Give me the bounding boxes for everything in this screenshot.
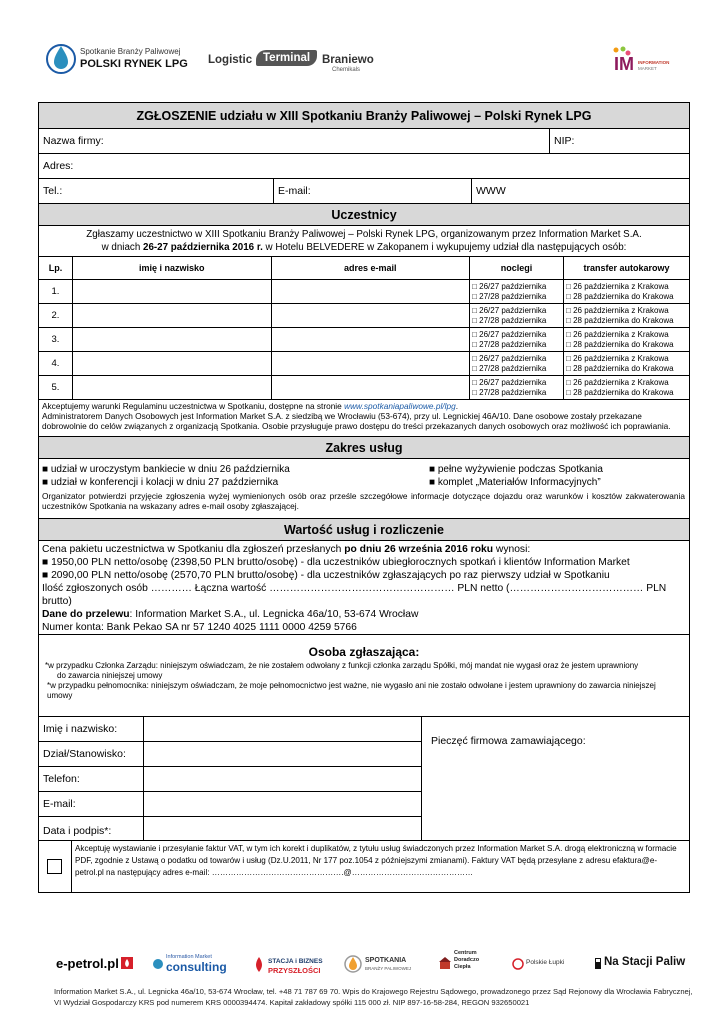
col-lp: Lp. [39, 257, 73, 280]
participant-name-cell[interactable] [72, 304, 271, 328]
spotkania-drop-icon [344, 952, 362, 974]
participant-name-cell[interactable] [72, 280, 271, 304]
intro-suffix: w Hotelu BELVEDERE w Zakopanem i wykupujemy udział dla następujących osób: [262, 242, 627, 253]
service-item-banquet: ■ udział w uroczystym bankiecie w dniu 26 października [42, 464, 290, 475]
pricing-intro-end: wynosi: [493, 544, 531, 555]
nights-cell[interactable] [470, 328, 564, 352]
night-option-2[interactable]: □ 27/28 października [472, 339, 547, 349]
applicant-email-label: E-mail: [43, 798, 76, 810]
intro-prefix: w dniach [101, 242, 143, 253]
row-number: 1. [39, 280, 73, 304]
logo-chemikals: Chemikals [332, 67, 361, 73]
table-row [39, 304, 690, 328]
company-name-row [39, 129, 689, 154]
board-member-note [39, 659, 689, 701]
invoice-consent-checkbox-cell[interactable] [39, 841, 72, 893]
col-nights: noclegi [470, 257, 564, 280]
board-note-line2: do zawarcia niniejszej umowy [57, 671, 163, 680]
form-title-bar [39, 103, 689, 129]
price-option-returning[interactable]: ■ 1950,00 PLN netto/osobę (2398,50 PLN brutto/osobę) - dla uczestników ubiegłorocznych spotkań i klientów Information Market [42, 557, 630, 568]
col-transfer: transfer autokarowy [564, 257, 690, 280]
row-number: 3. [39, 328, 73, 352]
logo-line2: POLSKI RYNEK LPG [80, 58, 188, 70]
transfer-option-2[interactable]: □ 28 października do Krakowa [566, 315, 674, 325]
terminal-braniewo-logo [208, 50, 378, 80]
centrum-line2: Doradczo [454, 957, 480, 963]
lupki-icon [512, 958, 524, 970]
spotkania-line2: BRANŻY PALIWOWEJ [365, 966, 412, 971]
participants-intro-line2 [39, 241, 689, 254]
night-option-1[interactable]: □ 26/27 października [472, 281, 547, 291]
stacja-line1: STACJA i BIZNES [268, 958, 323, 965]
participant-email-cell[interactable] [271, 328, 470, 352]
terms-end: . [455, 401, 458, 411]
table-row [39, 352, 690, 376]
www-label: WWW [476, 185, 506, 197]
pricing-heading: Wartość usług i rozliczenie [39, 519, 689, 541]
polski-rynek-lpg-logo [46, 40, 186, 80]
row-number: 2. [39, 304, 73, 328]
service-item-catering: ■ pełne wyżywienie podczas Spotkania [429, 464, 603, 475]
intro-dates: 26-27 października 2016 r. [143, 242, 263, 253]
table-row [39, 376, 690, 400]
service-item-materials: ■ komplet „Materiałów Informacyjnych” [429, 477, 601, 488]
address-field[interactable] [39, 154, 689, 178]
participant-email-cell[interactable] [271, 280, 470, 304]
address-row [39, 154, 689, 179]
invoice-consent-text: Akceptuję wystawianie i przesyłanie faktur VAT, w tym ich korekt i duplikatów, z tytułu usług świadczonych przez Information Market S.A. drogą elektroniczną w formacie PDF, zgodnie z Ustawą o podatku od towarów i usług (Dz.U.2011, Nr 177 poz.1054 z późniejszymi zmianami). Faktury VAT będą przesyłane z adresu efaktura@e-petrol.pl na następujący adres e-mail: ………………………………………….@……………………………………… [75, 844, 677, 877]
consulting-line2: consulting [166, 960, 227, 974]
pricing-block [39, 541, 689, 635]
applicant-fields-block [39, 717, 689, 841]
services-heading: Zakres usług [39, 437, 689, 459]
transfer-option-1[interactable]: □ 26 października z Krakowa [566, 353, 669, 363]
table-row [39, 280, 690, 304]
transfer-option-1[interactable]: □ 26 października z Krakowa [566, 305, 669, 315]
pricing-line-1 [42, 543, 686, 556]
night-option-2[interactable]: □ 27/28 października [472, 315, 547, 325]
im-sub2: MARKET [638, 66, 657, 71]
spotkania-line1: SPOTKANIA [365, 957, 407, 964]
transfer-cell[interactable] [564, 352, 690, 376]
participant-email-cell[interactable] [271, 376, 470, 400]
applicant-heading: Osoba zgłaszająca: [308, 645, 420, 659]
transfer-option-1[interactable]: □ 26 października z Krakowa [566, 329, 669, 339]
tel-field[interactable] [39, 179, 273, 203]
terms-block [39, 400, 689, 437]
applicant-dept-row[interactable] [39, 742, 421, 767]
transfer-option-2[interactable]: □ 28 października do Krakowa [566, 339, 674, 349]
centrum-line1: Centrum [454, 950, 477, 956]
transfer-option-2[interactable]: □ 28 października do Krakowa [566, 387, 674, 397]
night-option-2[interactable]: □ 27/28 października [472, 387, 547, 397]
transfer-option-2[interactable]: □ 28 października do Krakowa [566, 363, 674, 373]
pricing-intro: Cena pakietu uczestnictwa w Spotkaniu dla zgłoszeń przesłanych [42, 544, 345, 555]
drop-icon [46, 40, 76, 76]
im-letters: IM [614, 54, 634, 74]
service-item-conference: ■ udział w konferencji i kolacji w dniu 27 października [42, 477, 279, 488]
transfer-cell[interactable] [564, 304, 690, 328]
epetrol-logo [56, 956, 134, 971]
invoice-consent-row [39, 841, 689, 893]
participants-table [38, 256, 690, 400]
transfer-cell[interactable] [564, 328, 690, 352]
centrum-text [454, 950, 479, 971]
im-sub1: INFORMATION [638, 60, 670, 65]
pricing-deadline: po dniu 26 września 2016 roku [344, 544, 494, 555]
information-market-logo [612, 46, 672, 78]
col-email: adres e-mail [271, 257, 470, 280]
bank-account: Numer konta: Bank Pekao SA nr 57 1240 4025 1111 0000 4259 5766 [42, 622, 357, 633]
transfer-option-1[interactable]: □ 26 października z Krakowa [566, 377, 669, 387]
participants-intro-line1: Zgłaszamy uczestnictwo w XIII Spotkaniu Branży Paliwowej – Polski Rynek LPG, organizowanym przez Information Market S.A. [86, 229, 642, 240]
www-field[interactable] [471, 179, 689, 203]
transfer-option-2[interactable]: □ 28 października do Krakowa [566, 291, 674, 301]
nights-cell[interactable] [470, 376, 564, 400]
fuel-pump-icon [594, 956, 604, 970]
night-option-2[interactable]: □ 27/28 października [472, 291, 547, 301]
participants-table-header [39, 257, 690, 280]
row-number: 5. [39, 376, 73, 400]
header-logos [0, 34, 725, 94]
board-note-line1: *w przypadku Członka Zarządu: niniejszym oświadczam, że nie zostałem odwołany z funkcji członka zarządu Spółki, mój mandat nie wygasł oraz że jestem uprawniony [45, 661, 639, 670]
logo-logistic: Logistic [208, 54, 253, 66]
company-name-label: Nazwa firmy: [43, 135, 104, 147]
terms-line [42, 401, 686, 411]
applicant-header-block [39, 645, 689, 717]
applicant-name-row[interactable] [39, 717, 421, 742]
nights-cell[interactable] [470, 352, 564, 376]
night-option-1[interactable]: □ 26/27 października [472, 377, 547, 387]
applicant-name-label: Imię i nazwisko: [43, 723, 118, 735]
company-stamp-label: Pieczęć firmowa zamawiającego: [431, 735, 586, 747]
transfer-data-label: Dane do przelewu [42, 609, 130, 620]
proxy-note: *w przypadku pełnomocnika: niniejszym oświadczam, że moje pełnomocnictwo jest ważne, nie wygasło ani nie zostało odwołane i jestem uprawniony do zawarcia niniejszej umowy [47, 681, 656, 700]
row-number: 4. [39, 352, 73, 376]
nights-cell[interactable] [470, 280, 564, 304]
stacja-icon [252, 956, 266, 974]
transfer-data [42, 608, 686, 621]
participants-intro [39, 226, 689, 257]
consulting-icon [152, 958, 164, 970]
email-label: E-mail: [278, 185, 311, 197]
participants-table-wrap [39, 256, 689, 400]
night-option-1[interactable]: □ 26/27 października [472, 353, 547, 363]
company-footer-text: Information Market S.A., ul. Legnicka 46a/10, 53-674 Wrocław, tel. +48 71 787 69 70. Wpis do Krajowego Rejestru Sądowego, prowadzonego przez Sąd Rejonowy dla Wrocławia Fabrycznej, VI Wydział Gospodarczy KRS pod numerem KRS 0000394474. Kapitał zakładowy spółki 115 000 zł. NIP 897-16-58-284, REGON 932650021 [54, 987, 693, 1007]
logo-terminal: Terminal [256, 50, 317, 66]
night-option-1[interactable]: □ 26/27 października [472, 329, 547, 339]
applicant-phone-label: Telefon: [43, 773, 80, 785]
centrum-line3: Ciepła [454, 964, 471, 970]
price-option-new[interactable]: ■ 2090,00 PLN netto/osobę (2570,70 PLN brutto/osobę) - dla uczestników zgłaszających po raz pierwszy udział w Spotkaniu [42, 570, 610, 581]
email-field[interactable] [273, 179, 471, 203]
night-option-2[interactable]: □ 27/28 października [472, 363, 547, 373]
applicant-phone-row[interactable] [39, 767, 421, 792]
logo-braniewo: Braniewo [322, 54, 374, 66]
col-name: imię i nazwisko [72, 257, 271, 280]
applicant-fields [39, 717, 422, 841]
transfer-cell[interactable] [564, 376, 690, 400]
company-name-field[interactable] [39, 129, 549, 153]
epetrol-text: e-petrol.pl [56, 956, 119, 971]
nip-label: NIP: [554, 135, 575, 147]
stacja-line2: PRZYSZŁOŚCI [268, 966, 321, 975]
participant-email-cell[interactable] [271, 304, 470, 328]
transfer-option-1[interactable]: □ 26 października z Krakowa [566, 281, 669, 291]
services-note: Organizator potwierdzi przyjęcie zgłoszenia wyżej wymienionych osób oraz prześle szczegółowe informacje dotyczące dojazdu oraz warunków i kosztów zakwaterowania uczestników Spotkania na wskazany adres e-mail osoby zgłaszającej. [42, 491, 685, 511]
services-block [39, 459, 689, 519]
transfer-data-value: : Information Market S.A., ul. Legnicka 46a/10, 53-674 Wrocław [129, 609, 419, 620]
table-row [39, 328, 690, 352]
total-value-line[interactable]: Ilość zgłoszonych osób ………… Łączna wartość ……………………………………………… PLN netto (………………………………… PLN brutto) [42, 583, 667, 607]
nights-cell[interactable] [470, 304, 564, 328]
participant-name-cell[interactable] [72, 328, 271, 352]
applicant-date-label: Data i podpis*: [43, 825, 112, 837]
centrum-icon [438, 956, 452, 970]
transfer-cell[interactable] [564, 280, 690, 304]
invoice-consent-checkbox[interactable] [47, 859, 62, 874]
registration-form [38, 102, 690, 893]
applicant-signature-row[interactable] [39, 817, 421, 841]
logo-line1: Spotkanie Branży Paliwowej [80, 47, 181, 56]
terms-text: Akceptujemy warunki Regulaminu uczestnictwa w Spotkaniu, dostępne na stronie [42, 401, 345, 411]
epetrol-flame-icon [120, 956, 134, 970]
applicant-dept-label: Dział/Stanowisko: [43, 748, 126, 760]
participants-heading: Uczestnicy [39, 204, 689, 226]
participant-email-cell[interactable] [271, 352, 470, 376]
gdpr-text: Administratorem Danych Osobowych jest Information Market S.A. z siedzibą we Wrocławiu (53-674), przy ul. Legnickiej 46A/10. Dane osobowe zostały przekazane dobrowolnie do celów związanych z organizacją Spotkania. Osobie przysługuje prawo dostępu do treści przekazanych danych osobowych oraz możliwość ich poprawiania. [42, 411, 671, 431]
lupki-text: Polskie Łupki [526, 959, 565, 966]
night-option-1[interactable]: □ 26/27 października [472, 305, 547, 315]
applicant-email-row[interactable] [39, 792, 421, 817]
participant-name-cell[interactable] [72, 352, 271, 376]
nip-field[interactable] [549, 129, 689, 153]
tel-label: Tel.: [43, 185, 63, 197]
footer-logos [38, 948, 688, 984]
form-title: ZGŁOSZENIE udziału w XIII Spotkaniu Branży Paliwowej – Polski Rynek LPG [136, 109, 592, 123]
consulting-line1: Information Market [166, 954, 212, 960]
terms-link[interactable]: www.spotkaniapaliwowe.pl/lpg [344, 401, 456, 411]
participant-name-cell[interactable] [72, 376, 271, 400]
contact-row [39, 179, 689, 204]
address-label: Adres: [43, 160, 74, 172]
nsp-text: Na Stacji Paliw [604, 956, 686, 968]
